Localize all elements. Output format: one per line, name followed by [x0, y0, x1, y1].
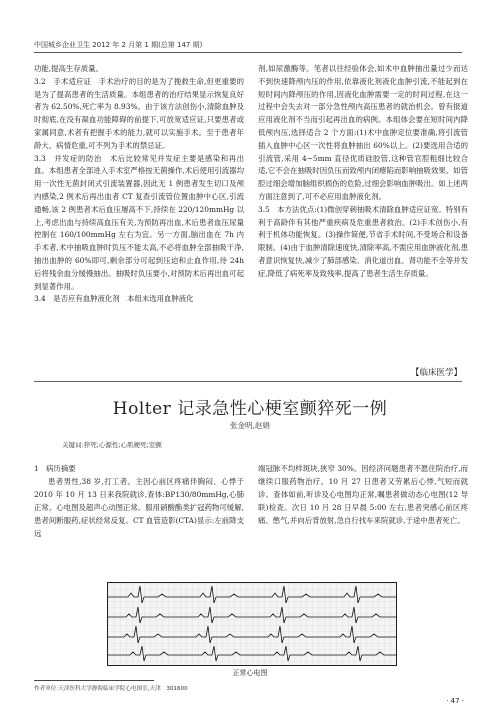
section-heading: 1 病历摘要	[34, 464, 76, 473]
paragraph: 3.2 手术适应证 手术治疗的目的是为了挽救生命,但更重要的是为了提高患者的生活质量。本组患者的治疗结果显示恢复良好者为 62.50%,死亡率为 8.93%。由于该方法创伤小,清除血肿及时彻底,在没有凝血功能障碍的前提下,可放宽适应证,只要患者或家属同意,术者有把握手术的能力,就可以实施手术。至于患者年龄大、病情危重,可不列为手术的禁忌证。	[34, 76, 244, 150]
paragraph: 端冠脉不均样斑块,狭窄 30%。因经济问题患者不愿住院治疗,而继续口服药物治疗。10 月 27 日患者又劳累后心悸,气短而就诊。查体如前,听诊及心电图均正常,嘱患者做动态心电图(12 导联)检查。次日 10 月 28 日早晨 5:00 左右,患者突感心前区疼痛、憋气,并向后背放射,急自行找车来院就诊,于途中患者死亡。	[258, 464, 468, 526]
paragraph: 3.4 是否应有血肿液化剂 本组未选用血肿液化	[34, 294, 194, 304]
ecg-trace-image	[108, 583, 396, 665]
article-keywords: 关键词:猝死;心源性;心肌梗死;室颤	[62, 441, 162, 449]
running-head: 中国城乡企业卫生 2012 年 2 月第 1 期(总第 147 期)	[34, 40, 462, 53]
article-body-left	[34, 462, 244, 541]
page-number: · 47 ·	[446, 697, 464, 705]
paragraph: 患者男性,38 岁,打工者。主因心前区疼痛伴胸闷、心悸于 2010 年 10 月 13 日来我院就诊,查体:BP130/80mmHg,心肺正常。心电图及超声心动图正常。服用硝酸酯类扩冠药物可缓解,患者间断服药,症状经常反复。CT 血管造影(CTA)显示:左前降支远	[34, 477, 244, 539]
article-title: Holter 记录急性心梗室颤猝死一例	[112, 399, 388, 419]
paragraph: 功能,提高生存质量。	[34, 64, 103, 73]
article-authors: 张金明,赵娟	[230, 421, 270, 430]
section-divider	[34, 381, 462, 382]
ecg-figure	[107, 582, 397, 666]
paragraph: 剂,如尿激酶等。笔者以往经验体会,如术中血肿抽出量过少而达不到快速降颅内压的作用,依靠液化剂液化血肿引流,不能起到在短时间内降颅压的作用,因液化血肿需要一定的时间过程,在这一过程中会失去对一部分急性颅内高压患者的就治机会。曾有报道应用液化剂不当而引起再出血的病例。本组体会要在短时间内降低颅内压,选择适合 2 个方面:(1)术中血肿定位要准确,将引流管插入血肿中心区一次性将血肿抽出 60%以上。(2)要选用合适的引流管,采用 4~5mm 直径优质硅胶管,这种管官腔粗细比较合适,它不会在抽吸时因负压而致颅内闭瘪陷而影响抽吸效果。如管腔过细会增加脑组织损伤的危险,过细会影响血肿吸出。如上述两方面注意到了,可不必应用血肿液化剂。	[258, 64, 468, 201]
section-label: 【临床医学】	[410, 368, 462, 378]
left-column	[34, 63, 244, 306]
author-affiliation: 作者单位:天津医科大学静海临床学院心电图室,天津 301600	[34, 686, 188, 692]
footnote-divider	[34, 680, 154, 681]
figure-caption: 正常心电图	[232, 669, 268, 677]
right-column	[258, 63, 468, 281]
paragraph: 3.5 本方法优点:(1)微创穿刺抽吸术清除血肿适应证宽。特别有利于高龄伴有其他严重疾病及危重患者救治。(2)手术创伤小,有利于机体功能恢复。(3)操作简便,节省手术时间,不受场合和设备限制。(4)由于血肿清除速度快,清除率高,不需应用血肿液化剂,患者意识恢复快,减少了肺部感染、消化道出血、肾功能不全等并发症,降低了病死率及致残率,提高了患者生活生存质量。	[258, 204, 468, 278]
article-body-right	[258, 462, 468, 527]
paragraph: 3.3 并发症的防治 术后比较常见并发症主要是感染和再出血。本组患者全部进入手术室严格按无菌操作,术后使用引流器均用一次性无菌封闭式引流装置器,因此无 1 例患者发生切口及颅内感染,2 例术后再出血者 CT 复查引流管位置血肿中心区,引流通畅,该 2 例患者术后血压屡高不下,持续在 220/120mmHg 以上,考虑出血与持续高血压有关,为预防再出血,术后患者血压尿量控制在 160/100mmHg 左右为宜。另一方面,脑出血在 7h 内手术者,术中抽吸血肿时负压不能太高,不必将血肿全部抽吸干净,抽出血肿的 60%即可,剩余部分可起到压迫和止血作用,待 24h 后将残余血分缓慢抽出。抽吸时负压要小,对预防术后再出血可起到显著作用。	[34, 153, 244, 291]
